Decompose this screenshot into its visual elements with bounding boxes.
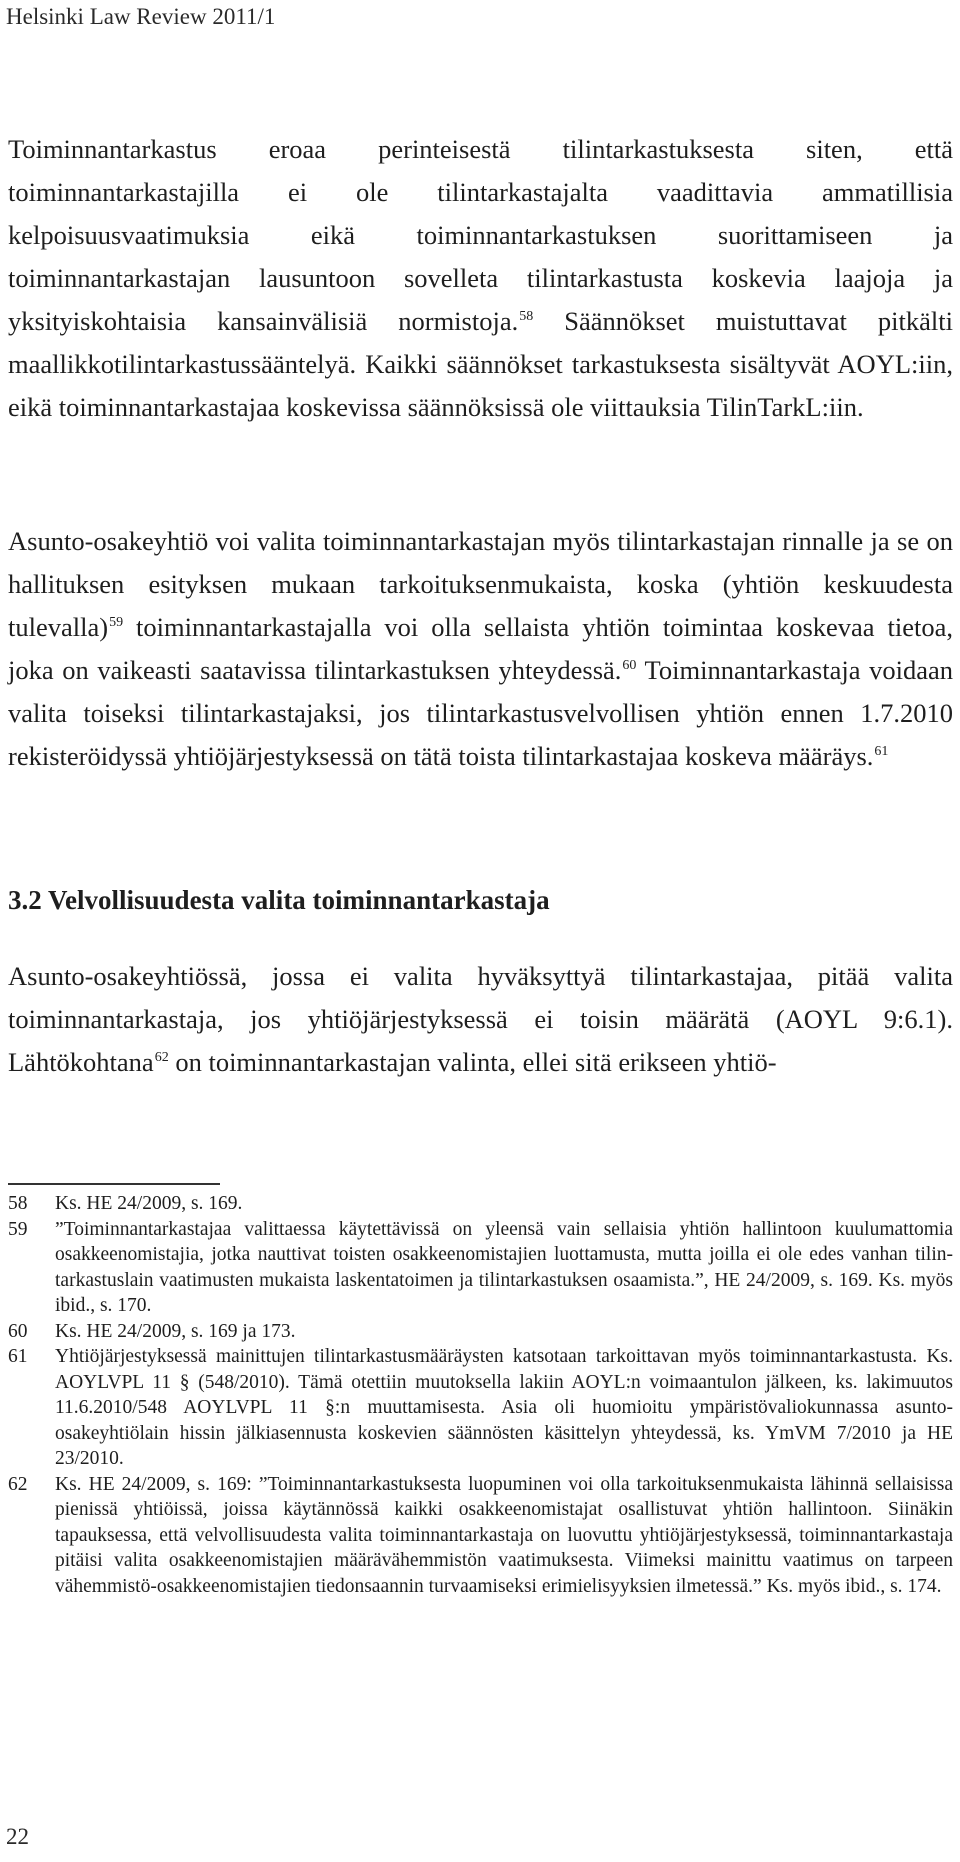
- footnote-item: [8, 1217, 953, 1319]
- paragraph-text: Toiminnantarkastaja voidaan valita toiseksi tilintarkastajaksi, jos tilintarkastusvelvollisen yhtiön ennen 1.7.2010 rekisteröidyssä yhtiöjärjestyksessä on tätä toista tilintarkastajaa koskeva määräys.: [8, 655, 953, 771]
- footnote-text: Yhtiöjärjestyksessä mainittujen tilintarkastusmääräysten katsotaan tarkoittavan myös toiminnantarkastusta. Ks. AOYLVPL 11 § (548/2010). Tämä otettiin muutoksella lakiin AOYL:n voimaantulon jälkeen, ks. lakimuutos 11.6.2010/548 AOYLVPL 11 §:n muuttamisesta. Asia oli huomioitu ympäristövaliokunnassa asunto-osakeyhtiölain hissin jälkiasennusta koskevien säännösten käsittelyn yhteydessä, ks. YmVM 7/2010 ja HE 23/2010.: [55, 1346, 953, 1469]
- footnote-item: [8, 1319, 953, 1345]
- paragraph-text: Asunto-osakeyhtiö voi valita toiminnantarkastajan myös tilintarkastajan rinnalle ja se on hallituksen esityksen mukaan tarkoituksenmukaista, koska (yhtiön keskuudesta tulevalla): [8, 526, 953, 642]
- footnote-number: 62: [8, 1473, 28, 1495]
- footnote-text: ”Toiminnantarkastajaa valittaessa käytettävissä on yleensä vain sellaisia yhtiön hallintoon kuulumattomia osakkeenomistajia, jotka nauttivat toisten osakkeenomistajien luottamusta, mutta joilla ei ole edes vanhan tilin-tarkastuslain vaatimusten mukaista laskentatoimen ja tilintarkastuksen osaamista.”, HE 24/2009, s. 169. Ks. myös ibid., s. 170.: [55, 1218, 953, 1316]
- section-heading: 3.2 Velvollisuudesta valita toiminnantarkastaja: [8, 885, 550, 915]
- footnote-reference[interactable]: 59: [109, 614, 124, 630]
- footnote-reference[interactable]: 62: [154, 1049, 169, 1065]
- footnote-reference[interactable]: 60: [622, 657, 637, 673]
- footnote-reference[interactable]: 61: [874, 743, 889, 759]
- footnote-item: [8, 1344, 953, 1472]
- body-paragraph: [8, 955, 953, 1084]
- paragraph-text: on toiminnantarkastajan valinta, ellei sitä erikseen yhtiö-: [168, 1047, 777, 1077]
- footnote-number: 59: [8, 1218, 28, 1240]
- footnote-item: [8, 1472, 953, 1600]
- footnote-number: 60: [8, 1320, 28, 1342]
- paragraph-text: Asunto-osakeyhtiössä, jossa ei valita hyväksyttyä tilintarkastajaa, pitää valita toiminnantarkastaja, jos yhtiöjärjestyksessä ei toisin määrätä (AOYL 9:6.1). Lähtökohtana: [8, 961, 953, 1077]
- body-paragraph: [8, 520, 953, 778]
- footnote-text: Ks. HE 24/2009, s. 169 ja 173.: [55, 1320, 296, 1342]
- paragraph-text: Toiminnantarkastus eroaa perinteisestä tilintarkastuksesta siten, että toiminnantarkastajilla ei ole tilintarkastajalta vaadittavia ammatillisia kelpoisuusvaatimuksia eikä toiminnantarkastuksen suorittamiseen ja toiminnantarkastajan lausuntoon sovelleta tilintarkastusta koskevia laajoja ja yksityiskohtaisia kansainvälisiä normistoja.: [8, 134, 953, 336]
- footnote-divider: [8, 1183, 220, 1185]
- footnote-number: 61: [8, 1346, 28, 1367]
- footnote-text: Ks. HE 24/2009, s. 169.: [55, 1193, 243, 1214]
- footnote-number: 58: [8, 1193, 28, 1214]
- footnote-item: [8, 1191, 953, 1217]
- footnote-text: Ks. HE 24/2009, s. 169: ”Toiminnantarkastuksesta luopuminen voi olla tarkoituksenmukaista lähinnä sellaisissa pienissä yhtiöissä, joissa käytännössä kaikki osakkeenomistajat osallistuvat yhtiön hallintoon. Siinäkin tapauksessa, että velvollisuudesta valita toiminnantarkastaja on luovuttu yhtiöjärjestyksessä, toiminnantarkastaja pitäisi valita osakkeenomistajien määrävähemmistön vaatimuksesta. Viimeksi mainittu vaatimus on tarpeen vähemmistö-osakkeenomistajien tiedonsaannin turvaamiseksi erimielisyyksien ilmetessä.” Ks. myös ibid., s. 174.: [55, 1473, 953, 1597]
- footnote-reference[interactable]: 58: [519, 308, 534, 324]
- paragraph-text: Säännökset muistuttavat pitkälti maallikkotilintarkastussääntelyä. Kaikki säännökset tarkastuksesta sisältyvät AOYL:iin, eikä toiminnantarkastajaa koskevissa säännöksissä ole viittauksia TilinTarkL:iin.: [8, 306, 953, 422]
- running-header: Helsinki Law Review 2011/1: [6, 4, 276, 29]
- page-number: 22: [6, 1824, 29, 1849]
- paragraph-text: toiminnantarkastajalla voi olla sellaista yhtiön toimintaa koskevaa tietoa, joka on vaikeasti saatavissa tilintarkastuksen yhteydessä.: [8, 612, 953, 685]
- body-paragraph: [8, 128, 953, 429]
- footnotes-section: [8, 1191, 953, 1599]
